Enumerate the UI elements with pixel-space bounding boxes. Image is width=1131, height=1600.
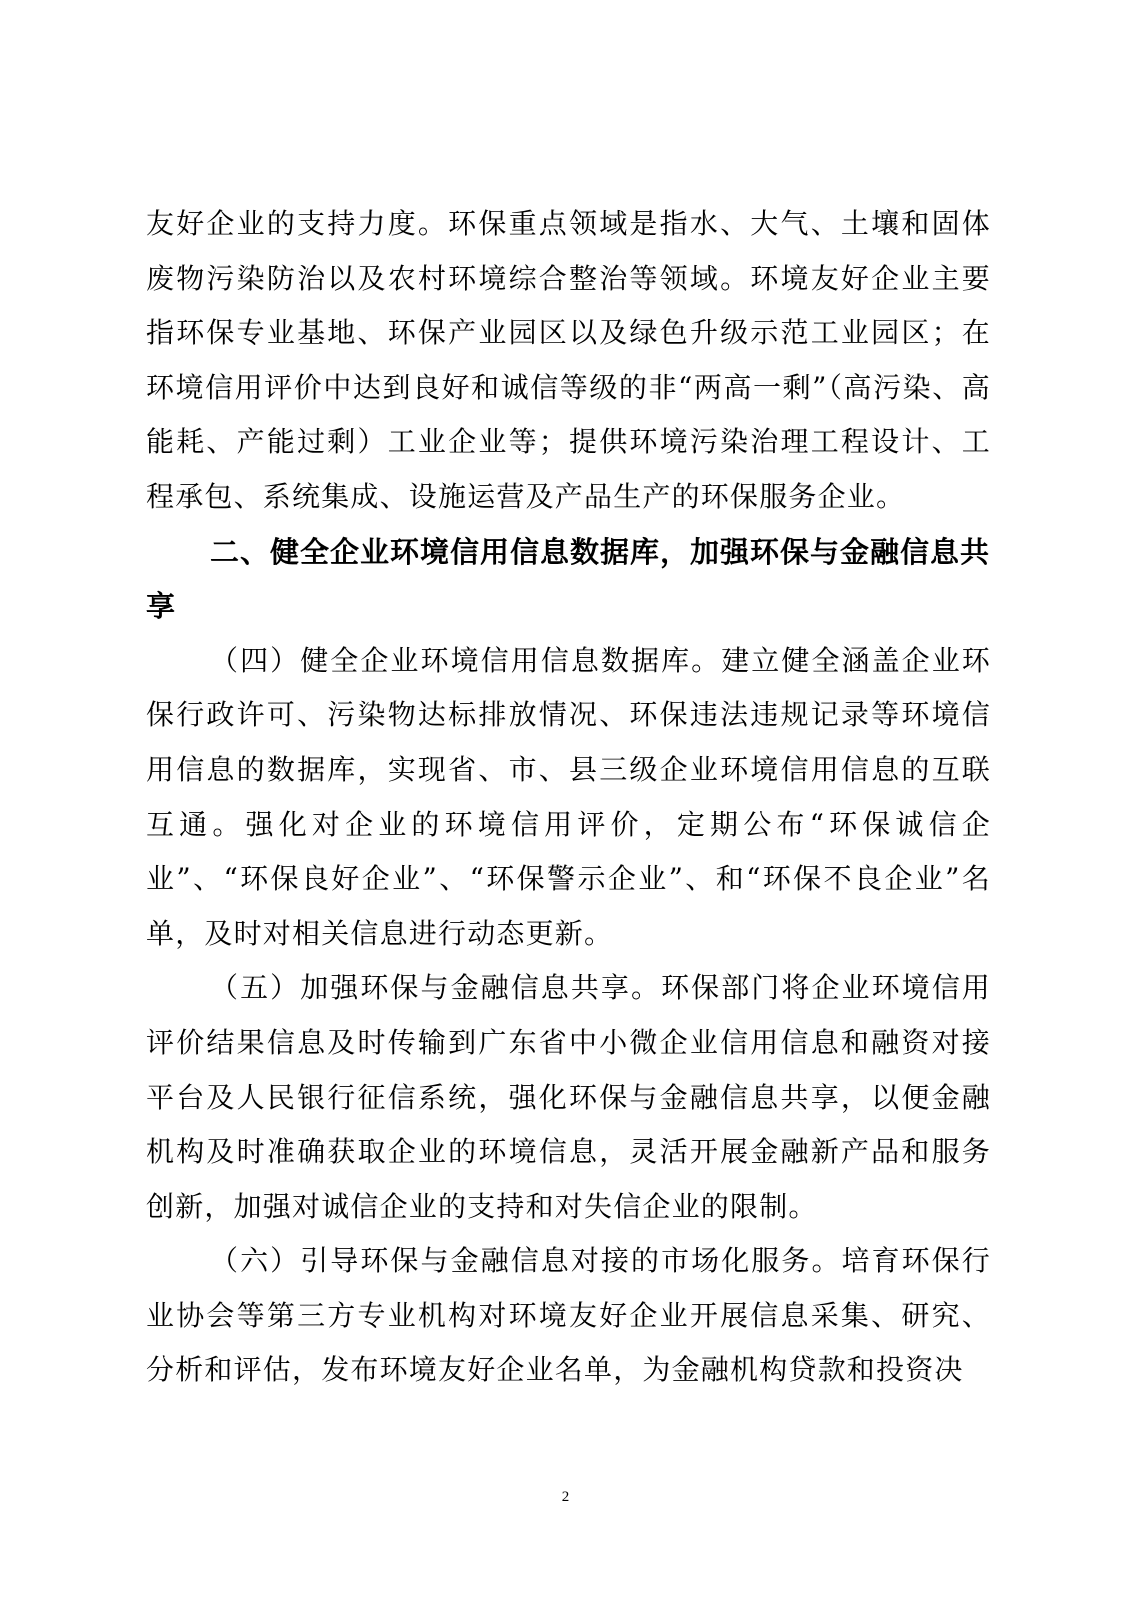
section-heading: 二、健全企业环境信用信息数据库，加强环保与金融信息共享	[146, 534, 991, 624]
document-body	[146, 197, 991, 1398]
paragraph-item-4: （四）健全企业环境信用信息数据库。建立健全涵盖企业环保行政许可、污染物达标排放情况、环保违法违规记录等环境信用信息的数据库，实现省、市、县三级企业环境信用信息的互联互通。强化对企业的环境信用评价，定期公布“环保诚信企业”、“环保良好企业”、“环保警示企业”、和“环保不良企业”名单，及时对相关信息进行动态更新。	[146, 643, 991, 950]
page-number: 2	[561, 1489, 570, 1505]
paragraph-item-5: （五）加强环保与金融信息共享。环保部门将企业环境信用评价结果信息及时传输到广东省中小微企业信用信息和融资对接平台及人民银行征信系统，强化环保与金融信息共享，以便金融机构及时准确获取企业的环境信息，灵活开展金融新产品和服务创新，加强对诚信企业的支持和对失信企业的限制。	[146, 971, 991, 1223]
paragraph-item-6: （六）引导环保与金融信息对接的市场化服务。培育环保行业协会等第三方专业机构对环境友好企业开展信息采集、研究、分析和评估，发布环境友好企业名单，为金融机构贷款和投资决	[146, 1244, 991, 1387]
paragraph-continuation: 友好企业的支持力度。环保重点领域是指水、大气、土壤和固体废物污染防治以及农村环境综合整治等领域。环境友好企业主要指环保专业基地、环保产业园区以及绿色升级示范工业园区；在环境信用评价中达到良好和诚信等级的非“两高一剩”（高污染、高能耗、产能过剩）工业企业等；提供环境污染治理工程设计、工程承包、系统集成、设施运营及产品生产的环保服务企业。	[146, 207, 991, 513]
